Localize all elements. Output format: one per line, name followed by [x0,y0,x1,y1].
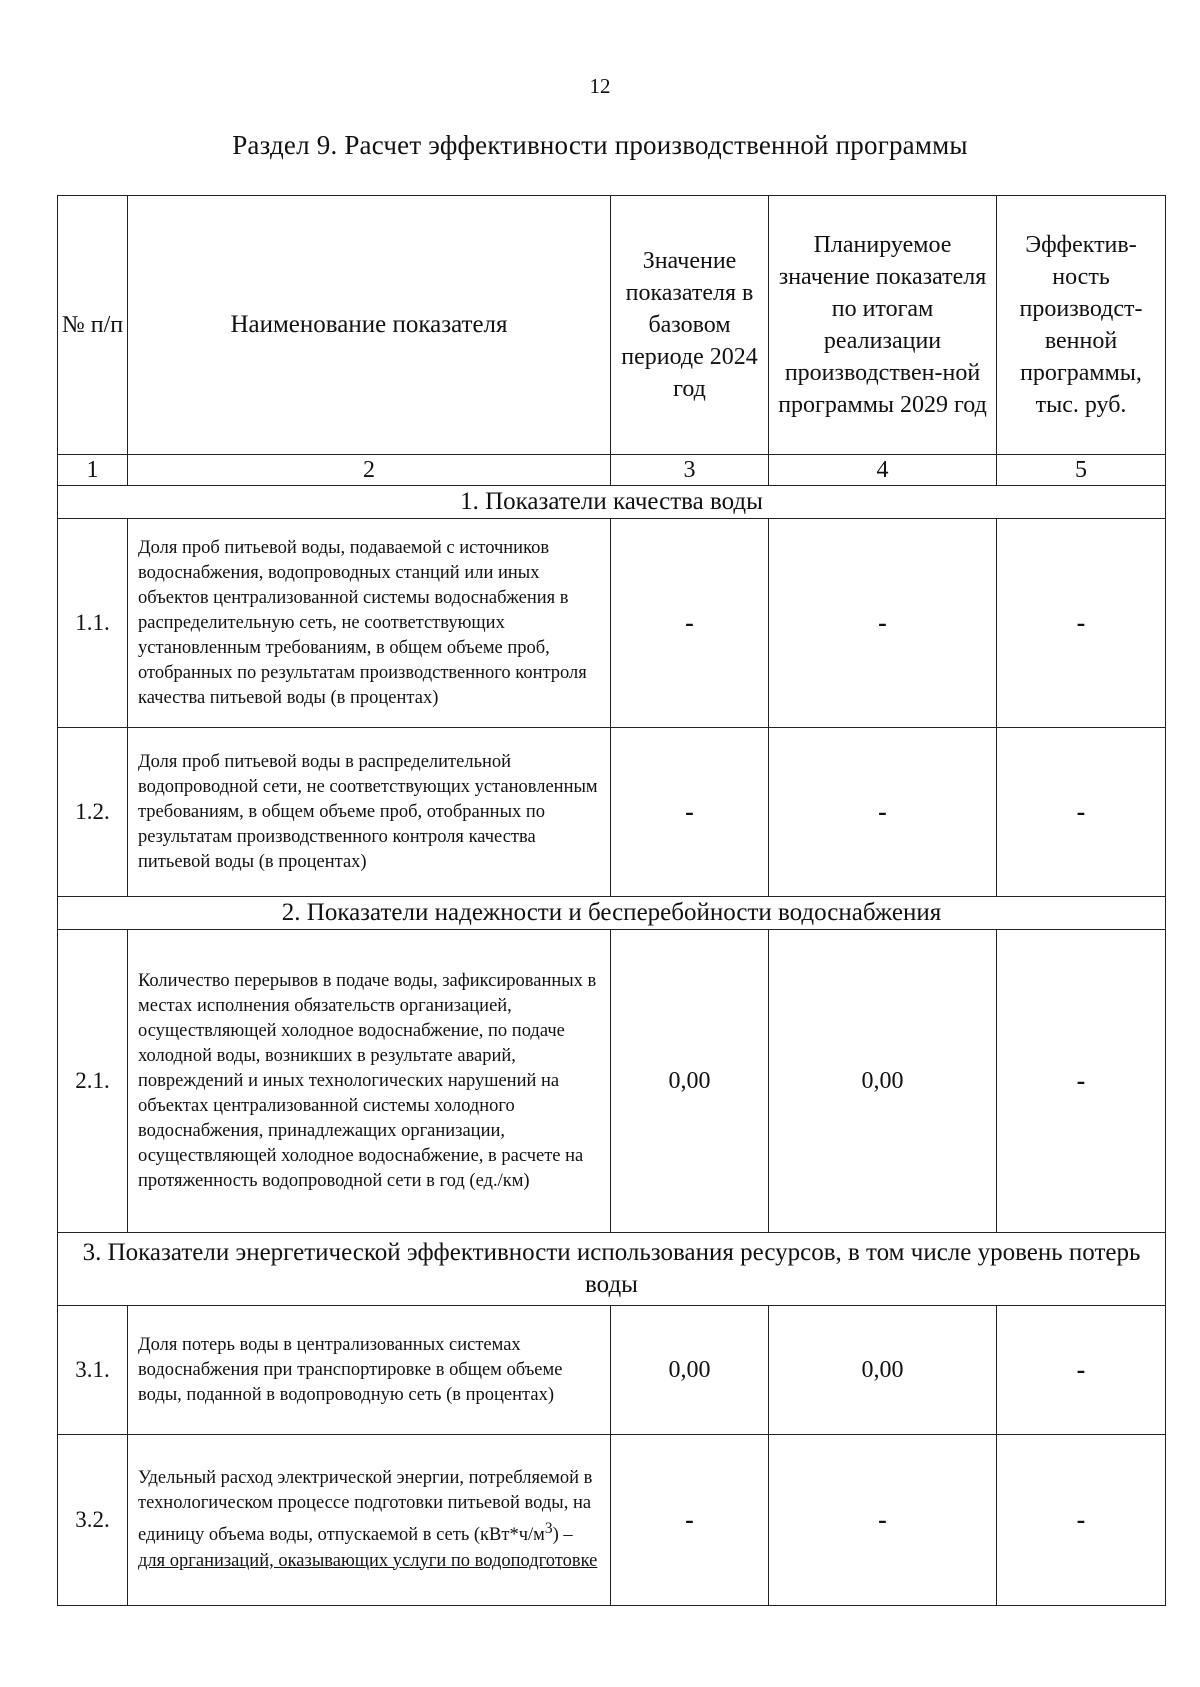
group-title: 3. Показатели энергетической эффективности использования ресурсов, в том числе уровень потерь воды [58,1233,1166,1306]
section-title: Раздел 9. Расчет эффективности производственной программы [232,130,968,160]
group-row [58,486,1166,519]
group-row [58,897,1166,930]
column-number: 2 [128,455,611,486]
row-planned-value: 0,00 [769,1306,997,1435]
row-efficiency: - [997,519,1166,728]
header-name: Наименование показателя [128,196,611,455]
row-efficiency: - [997,930,1166,1233]
row-name [128,1435,611,1606]
header-planned-value: Планируемое значение показателя по итогам реализации производствен-ной программы 2029 год [769,196,997,455]
row-name-close: ) – [552,1525,573,1546]
row-index: 2.1. [58,930,128,1233]
table-row [58,728,1166,897]
row-index: 1.2. [58,728,128,897]
row-name-superscript: 3 [544,1520,553,1538]
row-efficiency: - [997,1306,1166,1435]
row-base-value: - [611,1435,769,1606]
row-index: 3.1. [58,1306,128,1435]
column-number: 3 [611,455,769,486]
row-planned-value: 0,00 [769,930,997,1233]
table-row [58,930,1166,1233]
header-index: № п/п [58,196,128,455]
row-base-value: - [611,728,769,897]
column-numbers-row [58,455,1166,486]
group-row [58,1233,1166,1306]
row-name: Количество перерывов в подаче воды, зафиксированных в местах исполнения обязательств организацией, осуществляющей холодное водоснабжение, по подаче холодной воды, возникших в результате аварий, повреждений и иных технологических нарушений на объектах централизованной системы холодного водоснабжения, принадлежащих организации, осуществляющей холодное водоснабжение, в расчете на протяженность водопроводной сети в год (ед./км) [128,930,611,1233]
row-efficiency: - [997,728,1166,897]
row-name: Доля проб питьевой воды, подаваемой с источников водоснабжения, водопроводных станций или иных объектов централизованной системы водоснабжения в распределительную сеть, не соответствующих установленным требованиям, в общем объеме проб, отобранных по результатам производственного контроля качества питьевой воды (в процентах) [128,519,611,728]
table-row [58,1306,1166,1435]
header-row [58,196,1166,455]
header-base-value: Значение показателя в базовом периоде 2024 год [611,196,769,455]
row-efficiency: - [997,1435,1166,1606]
row-name-main: Удельный расход электрической энергии, потребляемой в технологическом процессе подготовки питьевой воды, на единицу объема воды, отпускаемой в сеть (кВт*ч/м [138,1468,593,1546]
group-title: 2. Показатели надежности и бесперебойности водоснабжения [58,897,1166,930]
row-index: 1.1. [58,519,128,728]
row-name-underlined: для организаций, оказывающих услуги по водоподготовке [138,1550,598,1571]
row-name: Доля потерь воды в централизованных системах водоснабжения при транспортировке в общем объеме воды, поданной в водопроводную сеть (в процентах) [128,1306,611,1435]
page-number: 12 [589,74,611,98]
column-number: 5 [997,455,1166,486]
row-base-value: 0,00 [611,930,769,1233]
row-name: Доля проб питьевой воды в распределительной водопроводной сети, не соответствующих установленным требованиям, в общем объеме проб, отобранных по результатам производственного контроля качества питьевой воды (в процентах) [128,728,611,897]
column-number: 4 [769,455,997,486]
row-base-value: 0,00 [611,1306,769,1435]
row-planned-value: - [769,1435,997,1606]
row-planned-value: - [769,519,997,728]
table-row [58,519,1166,728]
column-number: 1 [58,455,128,486]
header-efficiency: Эффектив-ность производст-венной программы, тыс. руб. [997,196,1166,455]
row-planned-value: - [769,728,997,897]
efficiency-table [57,195,1166,1606]
row-index: 3.2. [58,1435,128,1606]
table-row [58,1435,1166,1606]
row-base-value: - [611,519,769,728]
group-title: 1. Показатели качества воды [58,486,1166,519]
